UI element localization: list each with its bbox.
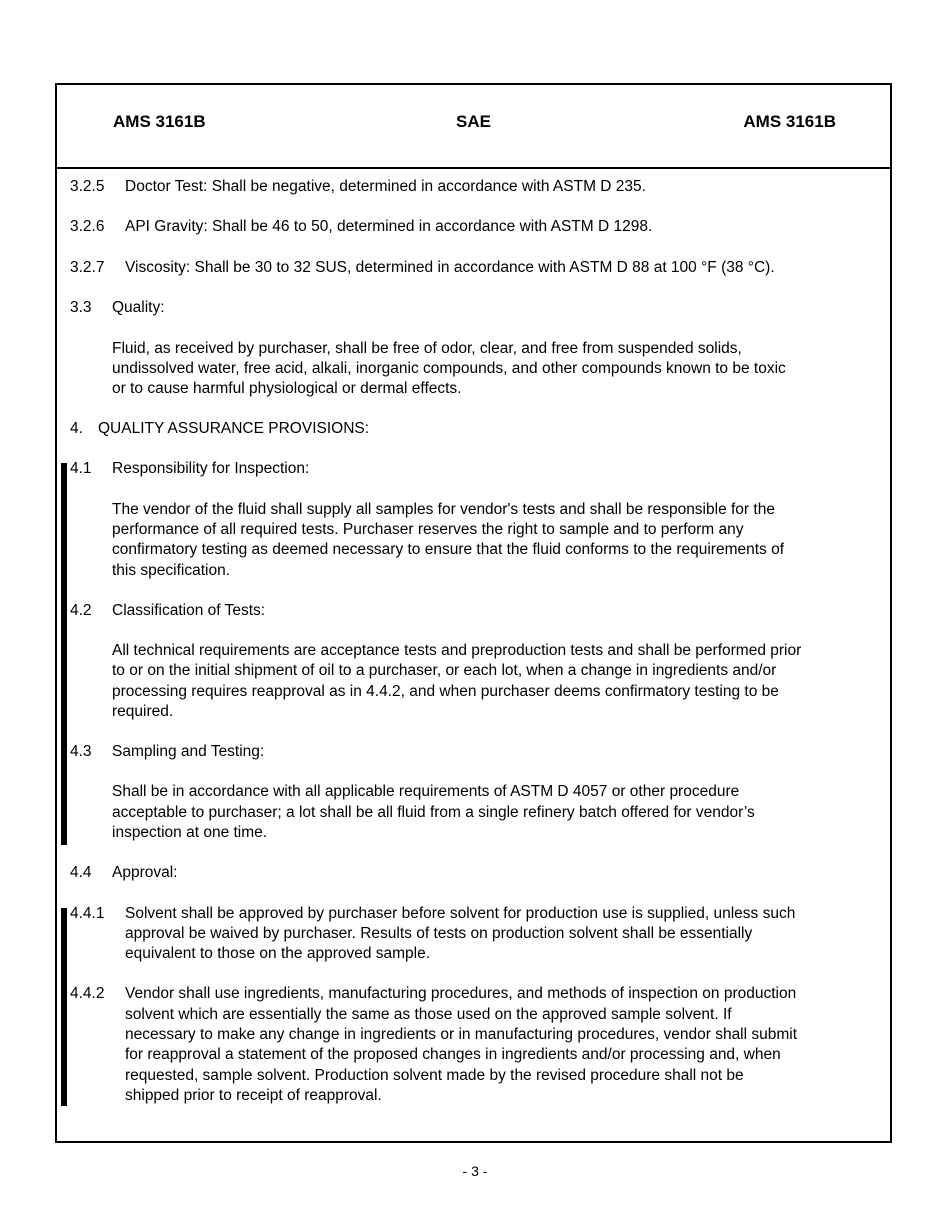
section-title: Classification of Tests: [112, 602, 266, 619]
page-number: - 3 - [462, 1163, 488, 1179]
section-title: Responsibility for Inspection: [112, 460, 310, 477]
section-number: 4. [70, 420, 83, 437]
paragraph-line: undissolved water, free acid, alkali, inorganic compounds, and other compounds known to be toxic [112, 360, 786, 377]
section-number: 4.4.1 [70, 905, 105, 922]
section-number: 4.2 [70, 602, 92, 619]
paragraph-line: this specification. [112, 562, 231, 579]
section-title: QUALITY ASSURANCE PROVISIONS: [98, 420, 370, 437]
paragraph-line: Fluid, as received by purchaser, shall be free of odor, clear, and free from suspended solids, [112, 340, 742, 357]
paragraph-line: shipped prior to receipt of reapproval. [125, 1087, 382, 1104]
section-text: API Gravity: Shall be 46 to 50, determined in accordance with ASTM D 1298. [125, 218, 653, 235]
paragraph-line: inspection at one time. [112, 824, 268, 841]
section-number: 3.3 [70, 299, 92, 316]
paragraph-line: requested, sample solvent. Production solvent made by the revised procedure shall not be [125, 1067, 744, 1084]
section-number: 4.3 [70, 743, 92, 760]
change-bar [61, 463, 67, 845]
document-header [57, 85, 890, 169]
section-number: 4.4 [70, 864, 92, 881]
paragraph-line: Vendor shall use ingredients, manufacturing procedures, and methods of inspection on production [125, 985, 797, 1002]
paragraph-line: acceptable to purchaser; a lot shall be all fluid from a single refinery batch offered for vendor’s [112, 804, 755, 821]
paragraph-line: performance of all required tests. Purchaser reserves the right to sample and to perform any [112, 521, 744, 538]
header-doc-number-right: AMS 3161B [743, 112, 836, 131]
paragraph-line: necessary to make any change in ingredients or in manufacturing procedures, vendor shall submit [125, 1026, 798, 1043]
section-title: Quality: [112, 299, 165, 316]
section-text: Doctor Test: Shall be negative, determined in accordance with ASTM D 235. [125, 178, 646, 195]
paragraph-line: to or on the initial shipment of oil to a purchaser, or each lot, when a change in ingredients and/or [112, 662, 777, 679]
section-number: 3.2.5 [70, 178, 105, 195]
header-doc-number-left: AMS 3161B [113, 112, 206, 131]
paragraph-line: All technical requirements are acceptance tests and preproduction tests and shall be performed prior [112, 642, 802, 659]
paragraph-line: Shall be in accordance with all applicable requirements of ASTM D 4057 or other procedure [112, 783, 740, 800]
paragraph-line: for reapproval a statement of the proposed changes in ingredients and/or processing and, when [125, 1046, 781, 1063]
paragraph-line: solvent which are essentially the same as those used on the approved sample solvent. If [125, 1006, 732, 1023]
paragraph-line: confirmatory testing as deemed necessary to ensure that the fluid conforms to the requirements of [112, 541, 785, 558]
section-number: 4.1 [70, 460, 92, 477]
section-title: Sampling and Testing: [112, 743, 265, 760]
paragraph-line: The vendor of the fluid shall supply all samples for vendor's tests and shall be responsible for the [112, 501, 775, 518]
paragraph-line: required. [112, 703, 174, 720]
paragraph-line: or to cause harmful physiological or dermal effects. [112, 380, 462, 397]
section-number: 3.2.6 [70, 218, 105, 235]
paragraph-line: Solvent shall be approved by purchaser before solvent for production use is supplied, unless such [125, 905, 796, 922]
section-number: 4.4.2 [70, 985, 105, 1002]
paragraph-line: equivalent to those on the approved sample. [125, 945, 431, 962]
section-number: 3.2.7 [70, 259, 105, 276]
change-bar [61, 908, 67, 1106]
paragraph-line: approval be waived by purchaser. Results of tests on production solvent shall be essentially [125, 925, 753, 942]
paragraph-line: processing requires reapproval as in 4.4.2, and when purchaser deems confirmatory testing to be [112, 683, 779, 700]
section-title: Approval: [112, 864, 178, 881]
header-publisher: SAE [456, 112, 491, 131]
section-text: Viscosity: Shall be 30 to 32 SUS, determined in accordance with ASTM D 88 at 100 °F (38 °C). [125, 259, 775, 276]
